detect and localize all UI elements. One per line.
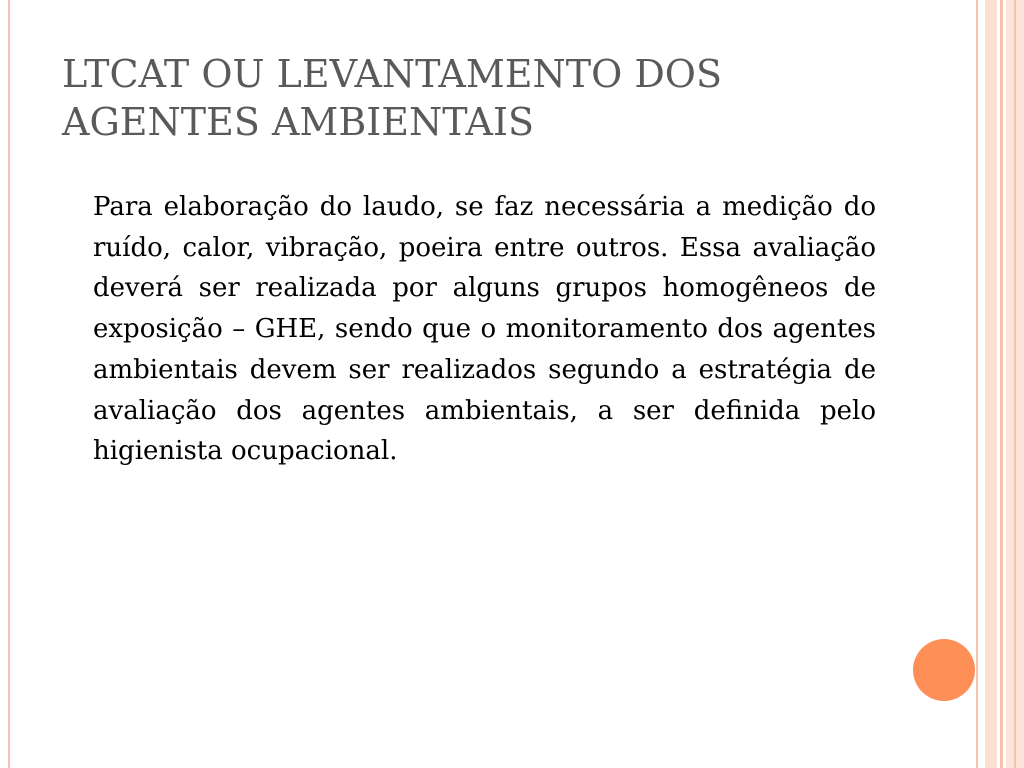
right-decorative-stripes [976, 0, 1024, 768]
stripe [1014, 0, 1016, 768]
decorative-circle-icon [913, 639, 975, 701]
left-border-line [8, 0, 10, 768]
stripe [976, 0, 978, 768]
stripe [1000, 0, 1003, 768]
slide-title: LTCAT OU LEVANTAMENTO DOS AGENTES AMBIENTAIS [62, 52, 722, 144]
slide-body-text: Para elaboração do laudo, se faz necessária a medição do ruído, calor, vibração, poeira entre outros. Essa avaliação deverá ser realizada por alguns grupos homogêneos de exposição – GHE, sendo que o monitoramento dos agentes ambientais devem ser realizados segundo a estratégia de avaliação dos agentes ambientais, a ser definida pelo higienista ocupacional. [93, 192, 876, 467]
stripe [985, 0, 997, 768]
